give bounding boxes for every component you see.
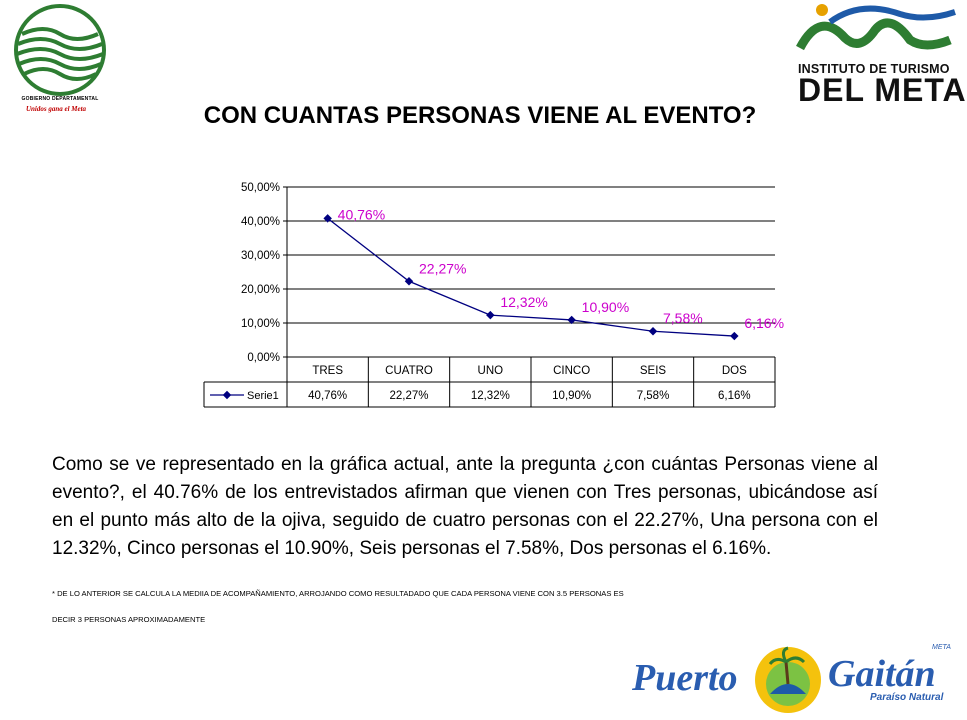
gobernacion-emblem-icon [4,4,116,96]
table-value: 22,27% [389,390,429,402]
table-value: 7,58% [636,390,670,402]
data-label: 40,76% [337,206,386,223]
page-title: CON CUANTAS PERSONAS VIENE AL EVENTO? [203,102,757,129]
legend-marker [223,391,231,399]
gobernacion-name: GOBIERNO DEPARTAMENTAL [21,96,99,102]
gaitan-word: Gaitán [828,653,936,695]
x-category-label: DOS [721,365,747,377]
y-tick-label: 40,00% [240,216,280,228]
x-category-label: CUATRO [385,365,433,377]
y-tick-label: 20,00% [240,284,280,296]
x-category-label: CINCO [553,365,591,377]
instituto-emblem-icon [790,0,960,60]
gobernacion-slogan: Unidos gana el Meta [25,105,87,113]
data-point [649,327,657,335]
puerto-gaitan-subtitle: Paraíso Natural [870,692,944,703]
description-paragraph: Como se ve representado en la gráfica actual, ante la pregunta ¿con cuántas Personas viene al evento?, el 40.76% de los entrevistados afirman que vienen con Tres personas, ubicándose así en el punto más alto de la ojiva, seguido de cuatro personas con el 22.27%, Una persona con el 12.32%, Cinco personas el 10.90%, Seis personas el 7.58%, Dos personas el 6.16%. [52,454,878,559]
data-label: 22,27% [419,260,467,277]
data-point [730,332,738,340]
y-tick-label: 50,00% [240,182,280,194]
data-label: 7,58% [663,310,703,327]
footnote-line2: DECIR 3 PERSONAS APROXIMADAMENTE [52,615,206,624]
y-tick-label: 10,00% [240,318,280,330]
line-chart [200,170,785,415]
table-value: 10,90% [552,390,592,402]
footnote [52,588,892,626]
x-category-label: SEIS [639,365,667,377]
legend-series-name: Serie1 [247,390,279,402]
data-label: 10,90% [581,298,630,315]
instituto-line1: INSTITUTO DE TURISMO [798,62,950,76]
table-value: 40,76% [308,390,348,402]
instituto-turismo-logo [790,0,967,110]
table-value: 12,32% [470,390,510,402]
puerto-word: Puerto [632,657,738,699]
puerto-gaitan-tag: META [932,644,951,651]
data-label: 6,16% [744,315,785,332]
instituto-line2: DEL META [798,72,967,108]
y-tick-label: 30,00% [240,250,280,262]
puerto-gaitan-logo [632,642,956,718]
table-value: 6,16% [718,390,751,402]
y-tick-label: 0,00% [247,352,280,364]
x-category-label: UNO [477,365,504,377]
data-point [486,311,494,319]
x-category-label: TRES [312,365,344,377]
data-label: 12,32% [500,294,548,311]
footnote-line1: * DE LO ANTERIOR SE CALCULA LA MEDIIA DE ACOMPAÑAMIENTO, ARROJANDO COMO RESULTADADO QUE CADA PERSONA VIENE CON 3.5 PERSONAS ES [52,589,624,598]
sun-palm-emblem-icon [750,644,826,716]
